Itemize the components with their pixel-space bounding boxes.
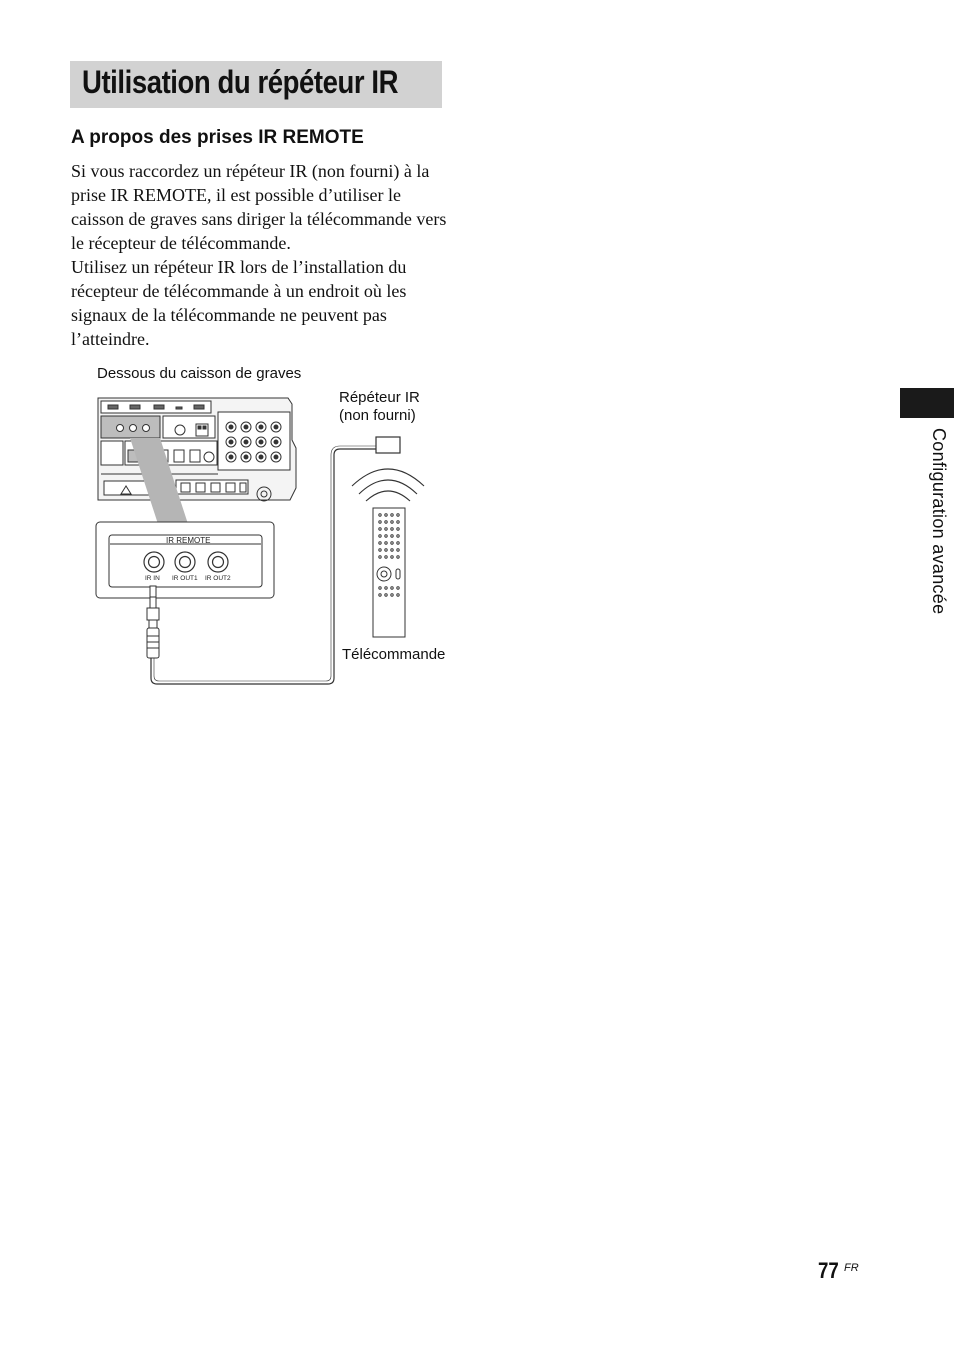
jack-label-ir-in: IR IN bbox=[145, 575, 160, 582]
paragraph-2: Utilisez un répéteur IR lors de l’installation du récepteur de télécommande à un endroit où les signaux de la télécommande ne peuvent pas l’atteindre. bbox=[71, 257, 407, 349]
ir-remote-panel-zoom bbox=[96, 522, 274, 598]
label-subwoofer-bottom: Dessous du caisson de graves bbox=[97, 365, 302, 382]
remote-control-drawing bbox=[373, 508, 405, 637]
label-remote: Télécommande bbox=[342, 646, 446, 663]
page-language-suffix: FR bbox=[844, 1262, 859, 1274]
page-title: Utilisation du répéteur IR bbox=[82, 64, 399, 100]
paragraph-1: Si vous raccordez un répéteur IR (non fourni) à la prise IR REMOTE, il est possible d’utiliser le caisson de graves sans diriger la télécommande vers le récepteur de télécommande. bbox=[71, 161, 447, 253]
section-heading: A propos des prises IR REMOTE bbox=[71, 127, 364, 148]
side-tab-label: Configuration avancée bbox=[929, 428, 949, 615]
panel-title: IR REMOTE bbox=[166, 536, 211, 545]
jack-label-ir-out2: IR OUT2 bbox=[205, 575, 231, 582]
jack-label-ir-out1: IR OUT1 bbox=[172, 575, 198, 582]
label-repeater-line2: (non fourni) bbox=[339, 407, 416, 424]
signal-waves bbox=[352, 469, 424, 501]
page-number: 77 bbox=[818, 1258, 839, 1283]
ir-repeater bbox=[376, 437, 400, 453]
label-repeater-line1: Répéteur IR bbox=[339, 389, 420, 406]
subwoofer-panel bbox=[98, 398, 296, 501]
section-tab-marker bbox=[900, 388, 954, 418]
